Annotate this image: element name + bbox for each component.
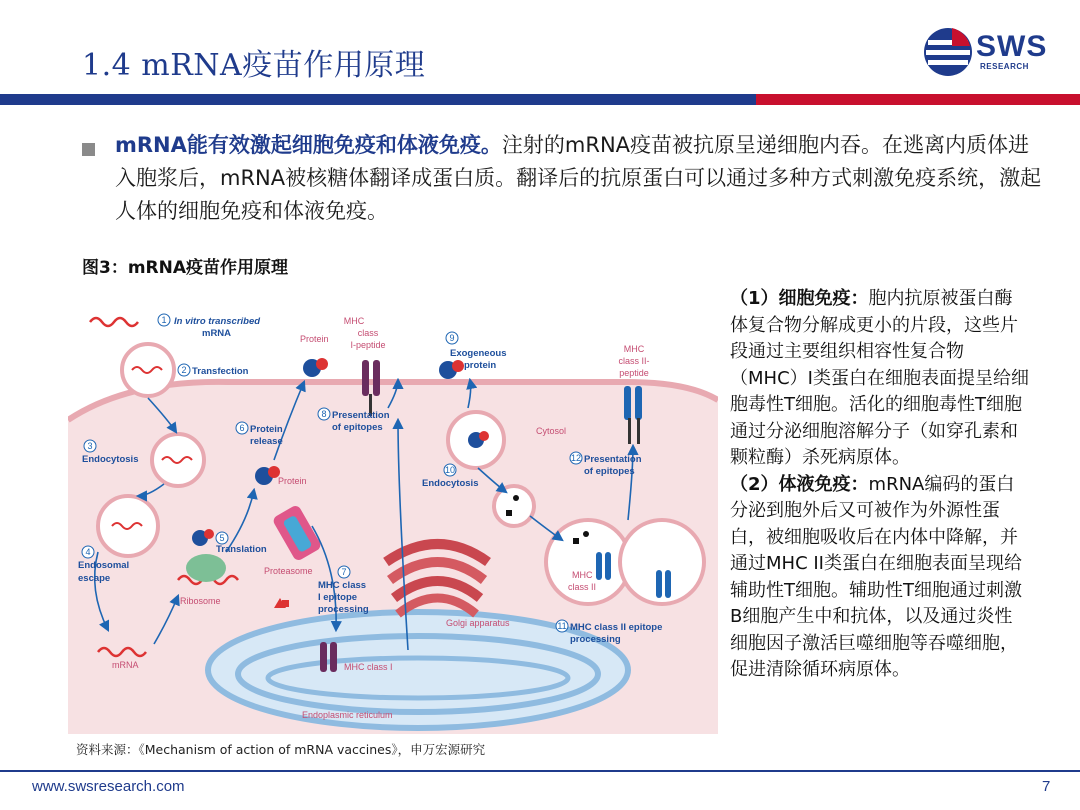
label-endocytosis: Endocytosis xyxy=(82,454,139,465)
step-2: 2 xyxy=(181,365,187,375)
header-divider xyxy=(0,94,1080,105)
label-exogenous-1: Exogeneous xyxy=(450,348,507,359)
label-protein-release-2: release xyxy=(250,436,283,447)
logo-subtext: RESEARCH xyxy=(980,62,1029,71)
label-endosomal: Endosomal xyxy=(78,560,130,571)
side-p2-text: mRNA编码的蛋白分泌到胞外后又可被作为外源性蛋白，被细胞吸收后在内体中降解，并通过MHC II类蛋白在细胞表面呈现给辅助性T细胞。辅助性T细胞通过刺激B细胞产生中和抗体，以及通过炎性细胞因子激活巨噬细胞等吞噬细胞，促进清除循环病原体。 xyxy=(730,473,1022,680)
side-p2-head: （2）体液免疫： xyxy=(730,473,869,495)
lysosome xyxy=(494,486,534,526)
page-title: 1.4 mRNA疫苗作用原理 xyxy=(82,48,426,83)
label-mhc-ii-proc-2: processing xyxy=(570,634,621,645)
figure-source: 资料来源：《Mechanism of action of mRNA vaccines》，申万宏源研究 xyxy=(76,742,486,757)
label-mhc-i-peptide-3: I-peptide xyxy=(350,340,386,350)
step-6: 6 xyxy=(239,423,245,433)
label-transfection: Transfection xyxy=(192,366,249,377)
step-1: 1 xyxy=(161,315,167,325)
label-escape: escape xyxy=(78,573,111,584)
side-paragraph-2 xyxy=(730,472,1030,684)
label-mhc-ii-peptide-3: peptide xyxy=(619,368,649,378)
side-paragraph-1 xyxy=(730,286,1030,472)
label-protein-top: Protein xyxy=(300,334,329,344)
label-er: Endoplasmic reticulum xyxy=(302,710,393,720)
label-presentation-2: of epitopes xyxy=(332,422,383,433)
step-10: 10 xyxy=(444,465,456,475)
logo-text: SWS xyxy=(976,30,1048,63)
label-protein-release-1: Protein xyxy=(250,424,283,435)
bullet-square-icon xyxy=(82,143,95,156)
label-mhc-ii-small-1: MHC xyxy=(572,570,593,580)
lipid-nanoparticle xyxy=(122,344,174,396)
label-ribosome: Ribosome xyxy=(180,596,221,606)
label-mhc-ii-proc-1: MHC class II epitope xyxy=(570,622,663,633)
step-5: 5 xyxy=(219,533,225,543)
side-explanation xyxy=(730,286,1030,684)
intro-paragraph xyxy=(115,129,1045,228)
label-golgi: Golgi apparatus xyxy=(446,618,510,628)
label-cytosol: Cytosol xyxy=(536,426,567,436)
label-exogenous-2: protein xyxy=(464,360,497,371)
label-mhc-i-proc-1: MHC class xyxy=(318,580,367,591)
side-p1-head: （1）细胞免疫： xyxy=(730,288,869,309)
footer-url[interactable]: www.swsresearch.com xyxy=(32,778,185,795)
label-presentation-1: Presentation xyxy=(332,410,390,421)
page-number: 7 xyxy=(1042,778,1051,795)
label-mhc-i-peptide-1: MHC xyxy=(343,316,365,326)
figure-caption: 图3：mRNA疫苗作用原理 xyxy=(82,258,289,278)
label-mhc-ii-peptide-2: class II- xyxy=(618,356,650,366)
ribosome xyxy=(186,554,226,582)
mrna-vaccine-diagram xyxy=(68,290,718,734)
endosome-2 xyxy=(98,496,158,556)
label-mhc-class-i: MHC class I xyxy=(344,662,393,672)
step-12: 12 xyxy=(570,453,582,463)
footer-divider xyxy=(0,770,1080,772)
sws-logo xyxy=(922,26,1062,80)
label-presentation12-1: Presentation xyxy=(584,454,642,465)
intro-highlight: mRNA能有效激起细胞免疫和体液免疫。 xyxy=(115,133,502,157)
label-mhc-ii-small-2: class II xyxy=(568,582,597,592)
label-mhc-i-peptide-2: class xyxy=(357,328,379,338)
intro-text: 注射的mRNA疫苗被抗原呈递细胞内吞。在逃离内质体进入胞浆后，mRNA被核糖体翻译成蛋白质。翻译后的抗原蛋白可以通过多种方式刺激免疫系统，激起人体的细胞免疫和体液免疫。 xyxy=(115,133,1042,223)
label-mhc-i-proc-3: processing xyxy=(318,604,369,615)
side-p1-text: 胞内抗原被蛋白酶体复合物分解成更小的片段，这些片段通过主要组织相容性复合物（MHC）I类蛋白在细胞表面提呈给细胞毒性T细胞。活化的细胞毒性T细胞通过分泌细胞溶解分子（如穿孔素和颗粒酶）杀死病原体。 xyxy=(730,288,1029,468)
label-mhc-i-proc-2: I epitope xyxy=(318,592,358,603)
label-mhc-ii-peptide-1: MHC xyxy=(623,344,645,354)
sws-logo-icon xyxy=(922,26,974,78)
label-presentation12-2: of epitopes xyxy=(584,466,635,477)
label-proteasome: Proteasome xyxy=(264,566,313,576)
endosome-1 xyxy=(152,434,204,486)
step-9: 9 xyxy=(449,333,455,343)
label-mrna-top: mRNA xyxy=(202,328,232,339)
label-in-vitro: In vitro transcribed xyxy=(174,316,261,327)
label-endocytosis-10: Endocytosis xyxy=(422,478,479,489)
label-translation: Translation xyxy=(216,544,267,555)
step-11: 11 xyxy=(557,621,567,631)
step-3: 3 xyxy=(87,441,93,451)
step-4: 4 xyxy=(85,547,91,557)
step-7: 7 xyxy=(341,567,347,577)
label-mrna-bottom: mRNA xyxy=(112,660,139,670)
label-protein-mid: Protein xyxy=(278,476,307,486)
step-8: 8 xyxy=(321,409,327,419)
